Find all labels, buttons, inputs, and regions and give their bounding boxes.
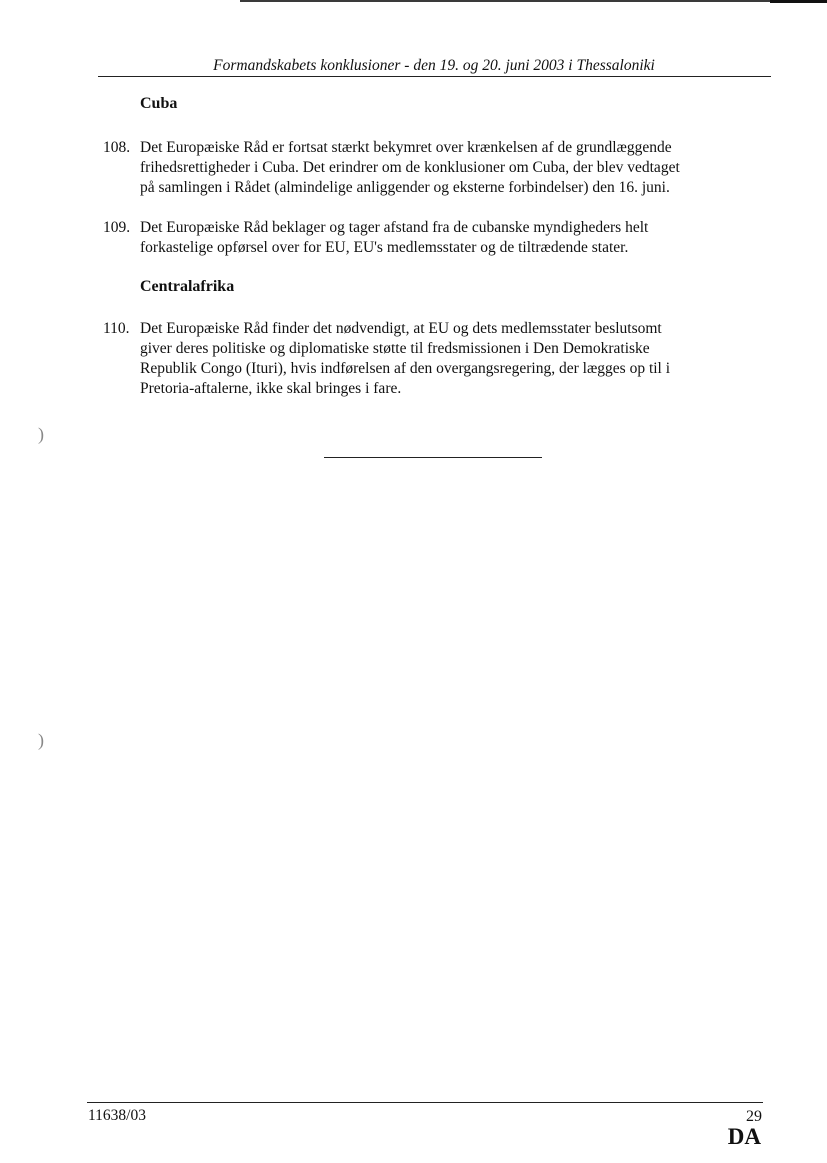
paragraph-line: på samlingen i Rådet (almindelige anliggender og eksterne forbindelser) den 16. juni.	[140, 179, 670, 196]
paragraph-line: Republik Congo (Ituri), hvis indførelsen af den overgangsregering, der lægges op til i	[140, 360, 671, 377]
header-rule	[98, 76, 771, 77]
paragraph-line: giver deres politiske og diplomatiske støtte til fredsmissionen i Den Demokratiske	[140, 340, 650, 357]
paragraph-line: Det Europæiske Råd beklager og tager afstand fra de cubanske myndigheders helt	[140, 219, 649, 236]
paragraph-109	[140, 218, 762, 258]
paragraph-number-110: 110.	[103, 320, 130, 337]
paragraph-line: Det Europæiske Råd finder det nødvendigt, at EU og dets medlemsstater beslutsomt	[140, 320, 662, 337]
footer-page-number: 29	[746, 1108, 762, 1125]
punch-hole-mark: )	[38, 424, 44, 444]
scan-artifact-mark	[770, 0, 827, 3]
page-header-title: Formandskabets konklusioner - den 19. og 20. juni 2003 i Thessaloniki	[213, 57, 655, 74]
paragraph-line: Det Europæiske Råd er fortsat stærkt bekymret over krænkelsen af de grundlæggende	[140, 139, 672, 156]
footer-document-number: 11638/03	[88, 1107, 146, 1124]
paragraph-110	[140, 319, 762, 399]
paragraph-number-108: 108.	[103, 139, 131, 156]
scan-artifact-line	[240, 0, 827, 2]
footer-language-code: DA	[727, 1124, 761, 1149]
paragraph-line: forkastelige opførsel over for EU, EU's medlemsstater og de tiltrædende stater.	[140, 239, 629, 256]
footer-rule	[87, 1102, 763, 1103]
punch-hole-mark: )	[38, 730, 44, 750]
section-heading-centralafrika: Centralafrika	[140, 278, 235, 295]
paragraph-line: frihedsrettigheder i Cuba. Det erindrer om de konklusioner om Cuba, der blev vedtaget	[140, 159, 680, 176]
end-of-text-rule	[324, 457, 542, 458]
paragraph-108	[140, 138, 762, 198]
paragraph-number-109: 109.	[103, 219, 131, 236]
section-heading-cuba: Cuba	[140, 95, 178, 112]
paragraph-line: Pretoria-aftalerne, ikke skal bringes i fare.	[140, 380, 402, 397]
